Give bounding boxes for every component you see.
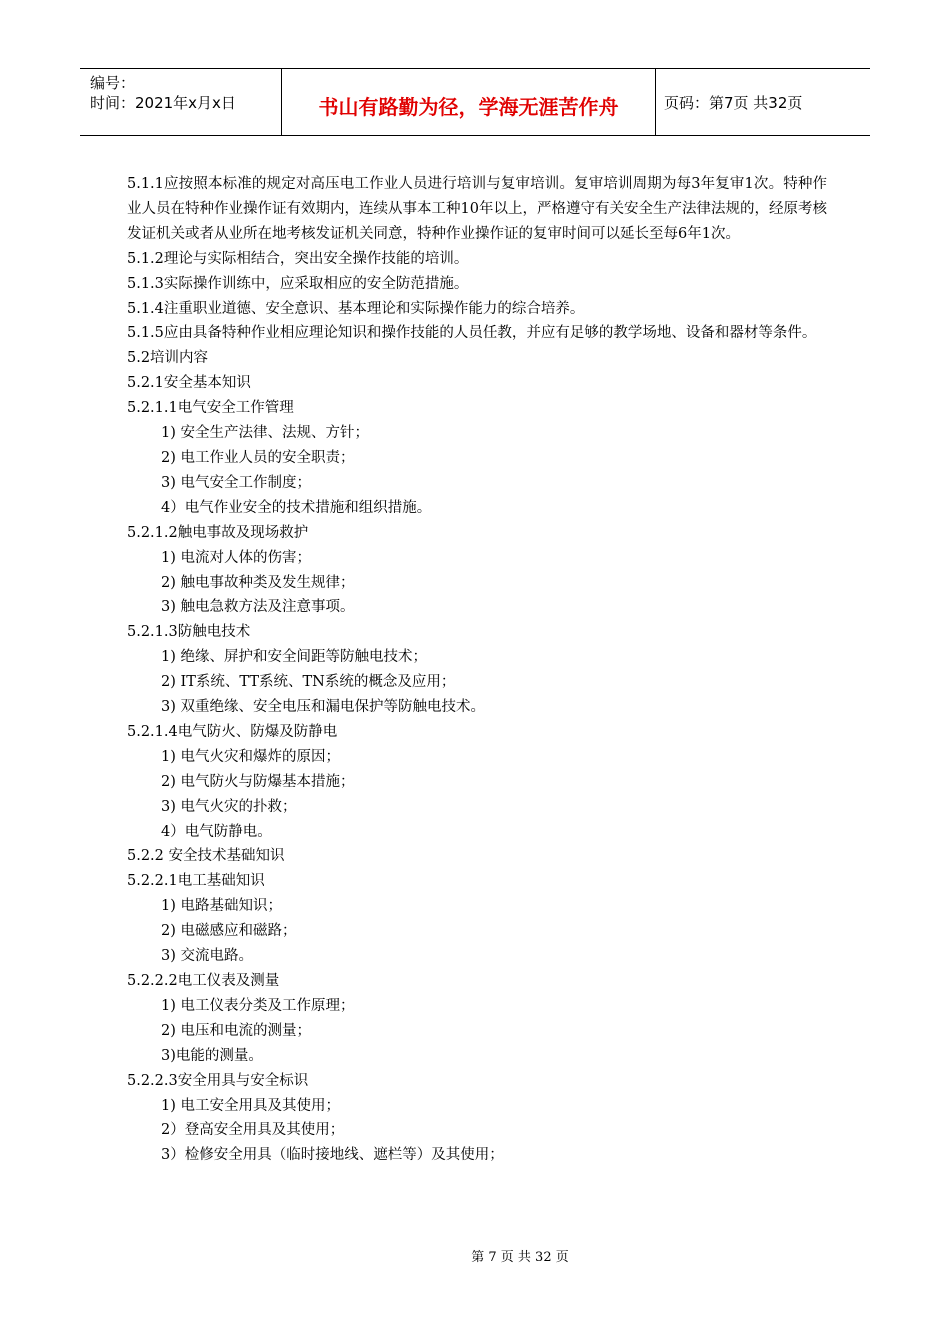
list-item: 3) 触电急救方法及注意事项。 — [161, 599, 355, 616]
paragraph-5-1-2: 5.1.2理论与实际相结合，突出安全操作技能的培训。 — [127, 250, 469, 267]
subsection-heading: 5.2.2.3安全用具与安全标识 — [127, 1072, 309, 1089]
list-item: 1) 绝缘、屏护和安全间距等防触电技术； — [161, 649, 427, 666]
subsection-heading: 5.2.1.2触电事故及现场救护 — [127, 524, 309, 541]
header-slogan: 书山有路勤为径，学海无涯苦作舟 — [282, 69, 656, 135]
subsection-heading: 5.2.2.2电工仪表及测量 — [127, 973, 280, 989]
header-meta — [80, 69, 282, 135]
list-item: 1) 电工仪表分类及工作原理； — [161, 997, 355, 1014]
list-item: 1) 安全生产法律、法规、方针； — [161, 425, 369, 442]
list-item: 4）电气防静电。 — [161, 823, 272, 840]
list-item: 3) 电气火灾的扑救； — [161, 798, 297, 815]
list-item: 2) 触电事故种类及发生规律； — [161, 574, 355, 591]
subsection-heading: 5.2.1.4电气防火、防爆及防静电 — [127, 723, 338, 740]
list-item: 4）电气作业安全的技术措施和组织措施。 — [161, 499, 432, 516]
section-heading: 5.2培训内容 — [127, 350, 209, 367]
list-item: 1) 电工安全用具及其使用； — [161, 1097, 340, 1114]
paragraph-5-1-3: 5.1.3实际操作训练中，应采取相应的安全防范措施。 — [127, 275, 469, 292]
paragraph-5-1-4: 5.1.4注重职业道德、安全意识、基本理论和实际操作能力的综合培养。 — [127, 300, 585, 317]
list-item: 2) 电磁感应和磁路； — [161, 923, 297, 940]
list-item: 3) 电气安全工作制度； — [161, 474, 311, 491]
document-time-label: 时间：2021年x月x日 — [90, 94, 236, 112]
section-heading: 5.2.1安全基本知识 — [127, 375, 251, 392]
list-item: 2）登高安全用具及其使用； — [161, 1122, 345, 1139]
list-item: 3)电能的测量。 — [161, 1047, 263, 1064]
document-number-label: 编号： — [90, 74, 136, 92]
list-item: 1) 电路基础知识； — [161, 898, 282, 915]
section-heading: 5.2.2 安全技术基础知识 — [127, 848, 285, 865]
page-footer: 第 7 页 共 32 页 — [471, 1250, 569, 1265]
list-item: 2) 电压和电流的测量； — [161, 1022, 311, 1039]
header-page-label: 页码：第7页 共32页 — [664, 93, 803, 112]
list-item: 1) 电气火灾和爆炸的原因； — [161, 748, 340, 765]
list-item: 3）检修安全用具（临时接地线、遮栏等）及其使用； — [161, 1147, 504, 1164]
document-body — [127, 172, 827, 1168]
list-item: 1) 电流对人体的伤害； — [161, 549, 311, 566]
list-item: 3) 交流电路。 — [161, 948, 253, 965]
list-item: 3) 双重绝缘、安全电压和漏电保护等防触电技术。 — [161, 699, 485, 716]
subsection-heading: 5.2.2.1电工基础知识 — [127, 873, 265, 890]
page-header — [80, 68, 870, 136]
subsection-heading: 5.2.1.3防触电技术 — [127, 624, 251, 641]
subsection-heading: 5.2.1.1电气安全工作管理 — [127, 400, 294, 417]
list-item: 2) 电气防火与防爆基本措施； — [161, 773, 355, 790]
paragraph-5-1-1: 5.1.1应按照本标准的规定对高压电工作业人员进行培训与复审培训。复审培训周期为每3年复审1次。特种作业人员在特种作业操作证有效期内，连续从事本工种10年以上，严格遵守有关安全生产法律法规的，经原考核发证机关或者从业所在地考核发证机关同意，特种作业操作证的复审时间可以延长至每6年1次。 — [127, 176, 827, 242]
paragraph-5-1-5: 5.1.5应由具备特种作业相应理论知识和操作技能的人员任教，并应有足够的教学场地、设备和器材等条件。 — [127, 325, 817, 342]
list-item: 2) 电工作业人员的安全职责； — [161, 449, 355, 466]
list-item: 2) IT系统、TT系统、TN系统的概念及应用； — [161, 674, 456, 691]
